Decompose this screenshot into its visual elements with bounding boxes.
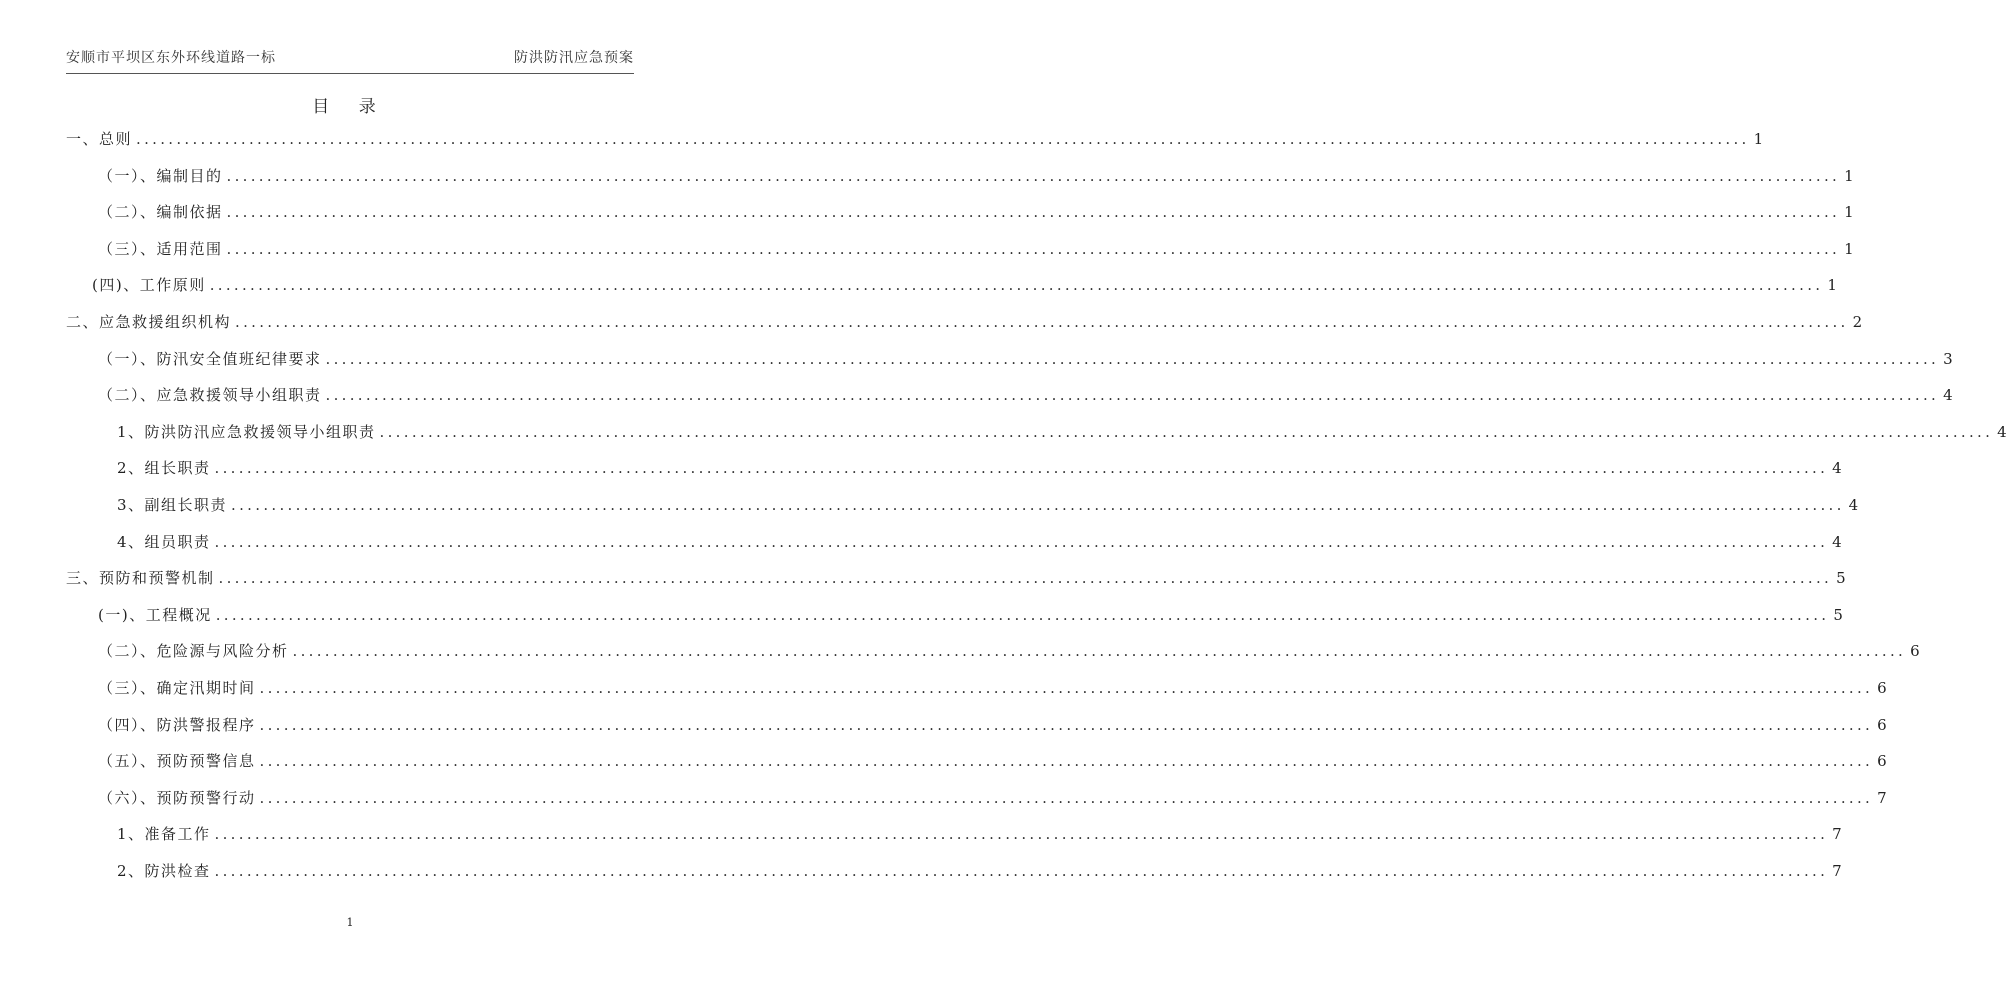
dot-leader: ........................................................................................................................................................................................................ (226, 239, 1841, 258)
toc-entry[interactable] (66, 750, 1889, 787)
toc-entry[interactable] (66, 640, 1922, 677)
toc-entry[interactable] (66, 421, 2008, 458)
dot-leader: ........................................................................................................................................................................................................ (214, 825, 1829, 844)
dot-leader: ........................................................................................................................................................................................................ (136, 130, 1750, 148)
dot-leader: ........................................................................................................................................................................................................ (325, 349, 1940, 368)
dot-leader: ........................................................................................................................................................................................................ (214, 861, 1829, 880)
toc-entry[interactable] (66, 274, 1839, 311)
page-header (66, 47, 634, 74)
dot-leader: ........................................................................................................................................................................................................ (226, 203, 1841, 222)
toc-entry[interactable] (66, 860, 1844, 897)
toc-entry-label: （四）、防洪警报程序 (98, 715, 256, 734)
toc-entry[interactable] (66, 494, 1860, 531)
toc-entry-page: 7 (1832, 861, 1844, 880)
toc-entry-page: 6 (1877, 715, 1889, 734)
toc-entry-label: 1、准备工作 (117, 825, 211, 844)
toc-title: 目 录 (312, 97, 388, 117)
toc-entry[interactable] (66, 604, 1845, 641)
toc-entry[interactable] (66, 677, 1889, 714)
toc-entry-label: （三）、确定汛期时间 (98, 678, 256, 697)
toc-entry-label: （六）、预防预警行动 (98, 788, 256, 807)
toc-entry-label: （五）、预防预警信息 (98, 752, 256, 771)
dot-leader: ........................................................................................................................................................................................................ (215, 605, 1830, 624)
toc-entry-page: 5 (1836, 569, 1848, 588)
dot-leader: ........................................................................................................................................................................................................ (214, 459, 1829, 478)
toc-entry-page: 4 (1943, 386, 1955, 405)
dot-leader: ........................................................................................................................................................................................................ (209, 276, 1824, 295)
toc-entry-label: （二）、编制依据 (98, 203, 223, 222)
header-project-name: 安顺市平坝区东外环线道路一标 (66, 50, 276, 66)
toc-entry[interactable] (66, 384, 1955, 421)
toc-entry[interactable] (66, 238, 1856, 275)
toc-entry-page: 6 (1910, 642, 1922, 661)
dot-leader: ........................................................................................................................................................................................................ (226, 166, 1841, 185)
toc-entry[interactable] (66, 348, 1955, 385)
toc-entry-label: 二、应急救援组织机构 (66, 312, 232, 331)
toc-entry[interactable] (66, 128, 1765, 165)
header-document-name: 防洪防汛应急预案 (514, 50, 634, 66)
toc-entry[interactable] (66, 201, 1856, 238)
dot-leader: ........................................................................................................................................................................................................ (292, 642, 1907, 661)
toc-entry-label: （一）、编制目的 (98, 166, 223, 185)
toc-entry-label: 三、预防和预警机制 (66, 569, 215, 588)
dot-leader: ........................................................................................................................................................................................................ (231, 495, 1845, 514)
toc-entry-page: 1 (1753, 130, 1765, 148)
toc-entry-label: 2、防洪检查 (117, 861, 211, 880)
toc-entry-page: 3 (1943, 349, 1955, 368)
toc-entry-label: 1、防洪防汛应急救援领导小组职责 (117, 422, 376, 441)
dot-leader: ........................................................................................................................................................................................................ (259, 715, 1874, 734)
toc-entry-page: 1 (1827, 276, 1839, 295)
toc-entry[interactable] (66, 457, 1844, 494)
toc-entry-page: 1 (1844, 239, 1856, 258)
toc-entry[interactable] (66, 165, 1856, 202)
toc-entry-label: （二）、应急救援领导小组职责 (98, 386, 322, 405)
dot-leader: ........................................................................................................................................................................................................ (379, 422, 1994, 441)
toc-entry-page: 6 (1877, 752, 1889, 771)
toc-entry[interactable] (66, 714, 1889, 751)
toc-entry-page: 1 (1844, 203, 1856, 222)
dot-leader: ........................................................................................................................................................................................................ (325, 386, 1940, 405)
toc-entry[interactable] (66, 531, 1844, 568)
dot-leader: ........................................................................................................................................................................................................ (259, 678, 1874, 697)
toc-entry-label: 一、总则 (66, 130, 133, 148)
toc-entry-label: 4、组员职责 (117, 532, 211, 551)
toc-entry-page: 1 (1844, 166, 1856, 185)
toc-entry-page: 6 (1877, 678, 1889, 697)
toc-entry-label: （二）、危险源与风险分析 (98, 642, 289, 661)
toc-entry[interactable] (66, 567, 1848, 604)
toc-entry-label: (四)、工作原则 (92, 276, 206, 295)
toc-entry-page: 5 (1833, 605, 1845, 624)
toc-entry-page: 4 (1997, 422, 2008, 441)
table-of-contents (66, 128, 2008, 896)
toc-entry-page: 7 (1877, 788, 1889, 807)
page-number: 1 (346, 916, 354, 929)
toc-entry-page: 4 (1832, 532, 1844, 551)
dot-leader: ........................................................................................................................................................................................................ (259, 752, 1874, 771)
toc-entry-page: 4 (1832, 459, 1844, 478)
toc-entry[interactable] (66, 823, 1844, 860)
toc-entry-label: 2、组长职责 (117, 459, 211, 478)
toc-entry-label: （一）、防汛安全值班纪律要求 (98, 349, 322, 368)
dot-leader: ........................................................................................................................................................................................................ (235, 312, 1849, 331)
toc-entry-page: 7 (1832, 825, 1844, 844)
toc-entry[interactable] (66, 787, 1889, 824)
toc-entry-page: 4 (1848, 495, 1860, 514)
dot-leader: ........................................................................................................................................................................................................ (218, 569, 1833, 588)
toc-entry-label: 3、副组长职责 (117, 495, 228, 514)
dot-leader: ........................................................................................................................................................................................................ (214, 532, 1829, 551)
toc-entry-label: （三）、适用范围 (98, 239, 223, 258)
toc-entry[interactable] (66, 311, 1864, 348)
toc-entry-page: 2 (1852, 312, 1864, 331)
toc-entry-label: (一)、工程概况 (98, 605, 212, 624)
dot-leader: ........................................................................................................................................................................................................ (259, 788, 1874, 807)
